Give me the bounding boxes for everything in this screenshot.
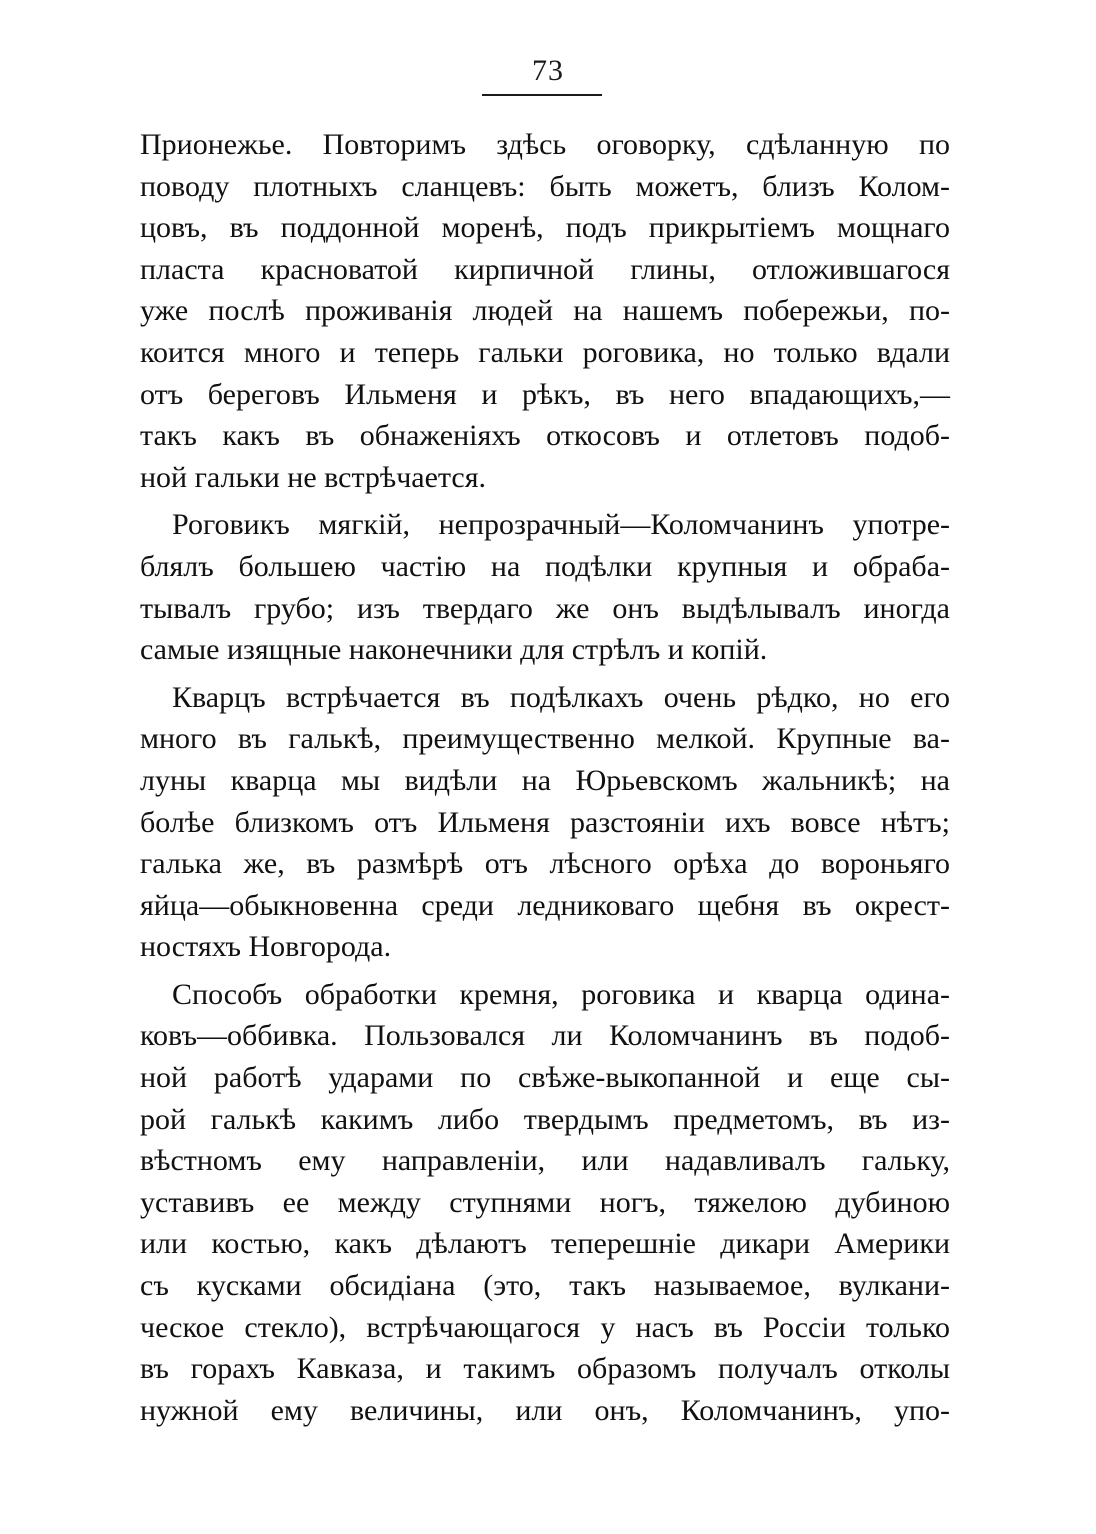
text-line: такъ какъ въ обнаженіяхъ откосовъ и отлетовъ подоб- — [140, 419, 950, 453]
text-line: блялъ большею частію на подѣлки крупныя и обраба- — [140, 549, 950, 583]
text-line: поводу плотныхъ сланцевъ: быть можетъ, близъ Колом- — [140, 169, 950, 203]
paragraph-2 — [140, 504, 950, 670]
text-line: ностяхъ Новгорода. — [140, 930, 392, 964]
text-line: съ кусками обсидіана (это, такъ называемое, вулкани- — [140, 1269, 950, 1303]
text-line: Роговикъ мягкій, непрозрачный—Коломчанинъ употре- — [172, 508, 950, 542]
text-line: отъ береговъ Ильменя и рѣкъ, въ него впадающихъ,— — [140, 377, 950, 411]
text-line: цовъ, въ поддонной моренѣ, подъ прикрытіемъ мощнаго — [140, 211, 950, 245]
text-line: Кварцъ встрѣчается въ подѣлкахъ очень рѣдко, но его — [172, 680, 950, 714]
paragraph-3 — [140, 677, 950, 968]
body-text — [140, 124, 950, 1437]
paragraph-4 — [140, 974, 950, 1432]
text-line: болѣе близкомъ отъ Ильменя разстояніи ихъ вовсе нѣтъ; — [140, 805, 950, 839]
text-line: ческое стекло), встрѣчающагося у насъ въ Россіи только — [140, 1310, 950, 1344]
text-line: Способъ обработки кремня, роговика и кварца одина- — [172, 977, 950, 1011]
page-number-rule — [482, 94, 602, 96]
text-line: коится много и теперь гальки роговика, но только вдали — [140, 335, 950, 369]
text-line: вѣстномъ ему направленіи, или надавливалъ гальку, — [140, 1144, 950, 1178]
text-line: рой галькѣ какимъ либо твердымъ предметомъ, въ из- — [140, 1102, 950, 1136]
text-line: луны кварца мы видѣли на Юрьевскомъ жальникѣ; на — [140, 763, 950, 797]
text-line: въ горахъ Кавказа, и такимъ образомъ получалъ отколы — [140, 1352, 950, 1386]
text-line: ной работѣ ударами по свѣже-выкопанной и еще сы- — [140, 1061, 950, 1095]
page-number: 73 — [532, 54, 564, 87]
text-line: много въ галькѣ, преимущественно мелкой. Крупные ва- — [140, 722, 950, 756]
text-line: тывалъ грубо; изъ твердаго же онъ выдѣлывалъ иногда — [140, 591, 950, 625]
text-line: Прионежье. Повторимъ здѣсь оговорку, сдѣланную по — [140, 128, 950, 161]
text-line: яйца—обыкновенна среди ледниковаго щебня въ окрест- — [140, 888, 950, 922]
text-line: уставивъ ее между ступнями ногъ, тяжелою дубиною — [140, 1185, 950, 1219]
text-line: самые изящные наконечники для стрѣлъ и копій. — [140, 633, 768, 667]
text-line: ковъ—оббивка. Пользовался ли Коломчанинъ въ подоб- — [140, 1019, 950, 1053]
text-line: пласта красноватой кирпичной глины, отложившагося — [140, 252, 950, 286]
text-line: или костью, какъ дѣлаютъ теперешніе дикари Америки — [140, 1227, 950, 1261]
text-line: нужной ему величины, или онъ, Коломчанинъ, упо- — [140, 1393, 950, 1427]
paragraph-1 — [140, 124, 950, 498]
text-line: ной гальки не встрѣчается. — [140, 460, 487, 494]
text-line: галька же, въ размѣрѣ отъ лѣсного орѣха до вороньяго — [140, 847, 950, 881]
text-line: уже послѣ проживанія людей на нашемъ побережьи, по- — [140, 294, 950, 328]
